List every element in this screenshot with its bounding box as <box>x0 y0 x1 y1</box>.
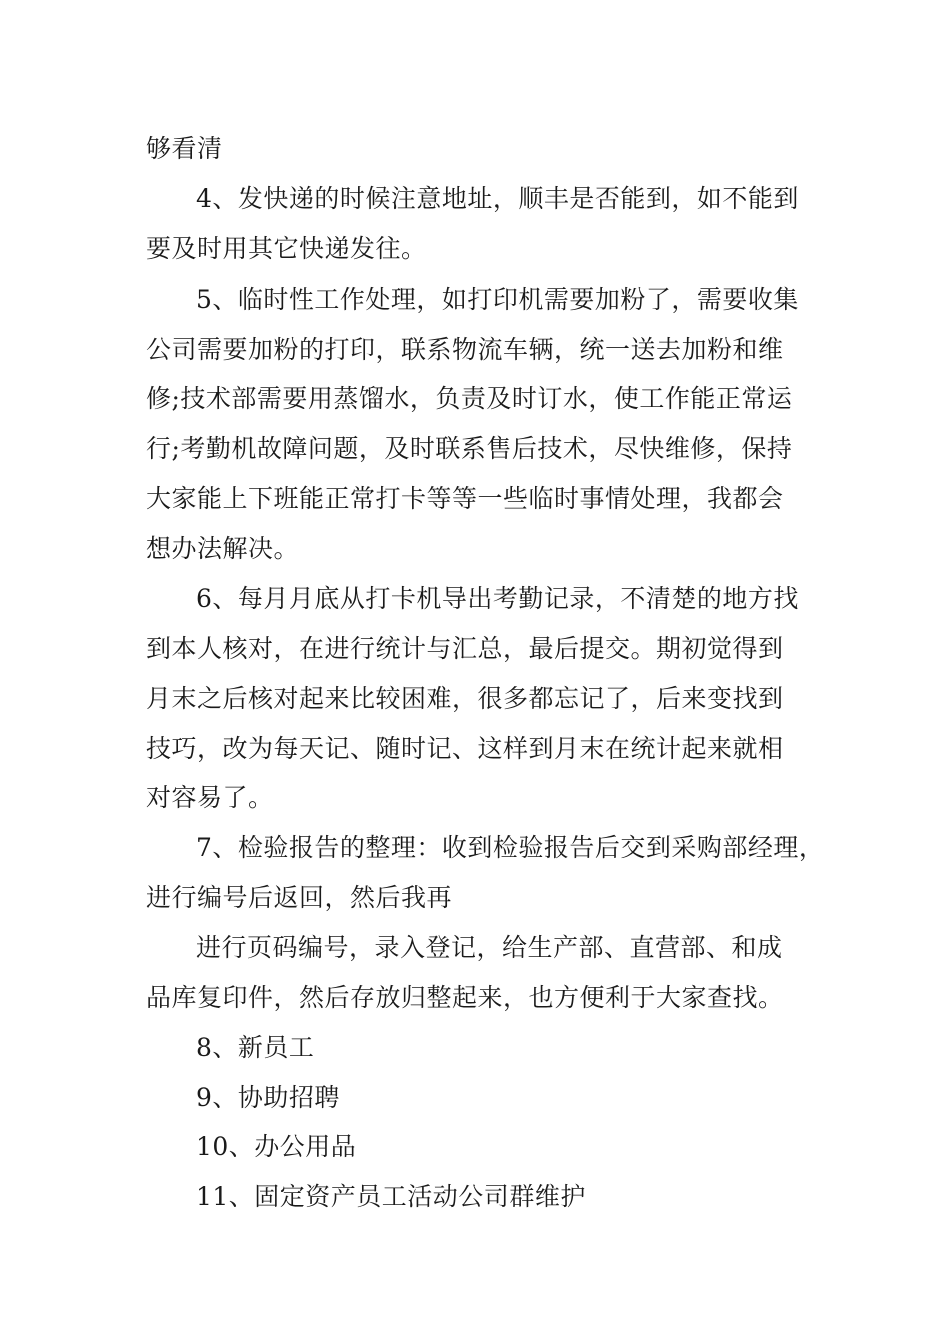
text-line: 技巧，改为每天记、随时记、这样到月末在统计起来就相 <box>146 734 784 763</box>
text-line: 对容易了。 <box>146 783 274 812</box>
text-line: 公司需要加粉的打印，联系物流车辆，统一送去加粉和维 <box>146 335 784 364</box>
text-line: 要及时用其它快递发往。 <box>146 234 427 263</box>
text-line: 够看清 <box>146 134 223 163</box>
text-line: 5、临时性工作处理，如打印机需要加粉了，需要收集 <box>196 285 799 314</box>
text-line: 进行编号后返回，然后我再 <box>146 883 453 912</box>
text-line: 11、固定资产员工活动公司群维护 <box>196 1182 586 1211</box>
text-line: 6、每月月底从打卡机导出考勤记录，不清楚的地方找 <box>196 584 799 613</box>
text-line: 想办法解决。 <box>146 534 300 563</box>
text-line: 月末之后核对起来比较困难，很多都忘记了，后来变找到 <box>146 684 784 713</box>
text-line: 7、检验报告的整理：收到检验报告后交到采购部经理， <box>196 833 825 862</box>
text-line: 10、办公用品 <box>196 1132 357 1161</box>
text-line: 4、发快递的时候注意地址，顺丰是否能到，如不能到 <box>196 184 799 213</box>
text-line: 8、新员工 <box>196 1033 315 1062</box>
text-line: 到本人核对，在进行统计与汇总，最后提交。期初觉得到 <box>146 634 784 663</box>
text-line: 9、协助招聘 <box>196 1083 340 1112</box>
text-line: 大家能上下班能正常打卡等等一些临时事情处理，我都会 <box>146 484 784 513</box>
text-line: 修;技术部需要用蒸馏水，负责及时订水，使工作能正常运 <box>146 384 793 413</box>
text-line: 品库复印件，然后存放归整起来，也方便利于大家查找。 <box>146 983 784 1012</box>
text-line: 进行页码编号，录入登记，给生产部、直营部、和成 <box>196 933 783 962</box>
text-line: 行;考勤机故障问题，及时联系售后技术，尽快维修，保持 <box>146 434 793 463</box>
